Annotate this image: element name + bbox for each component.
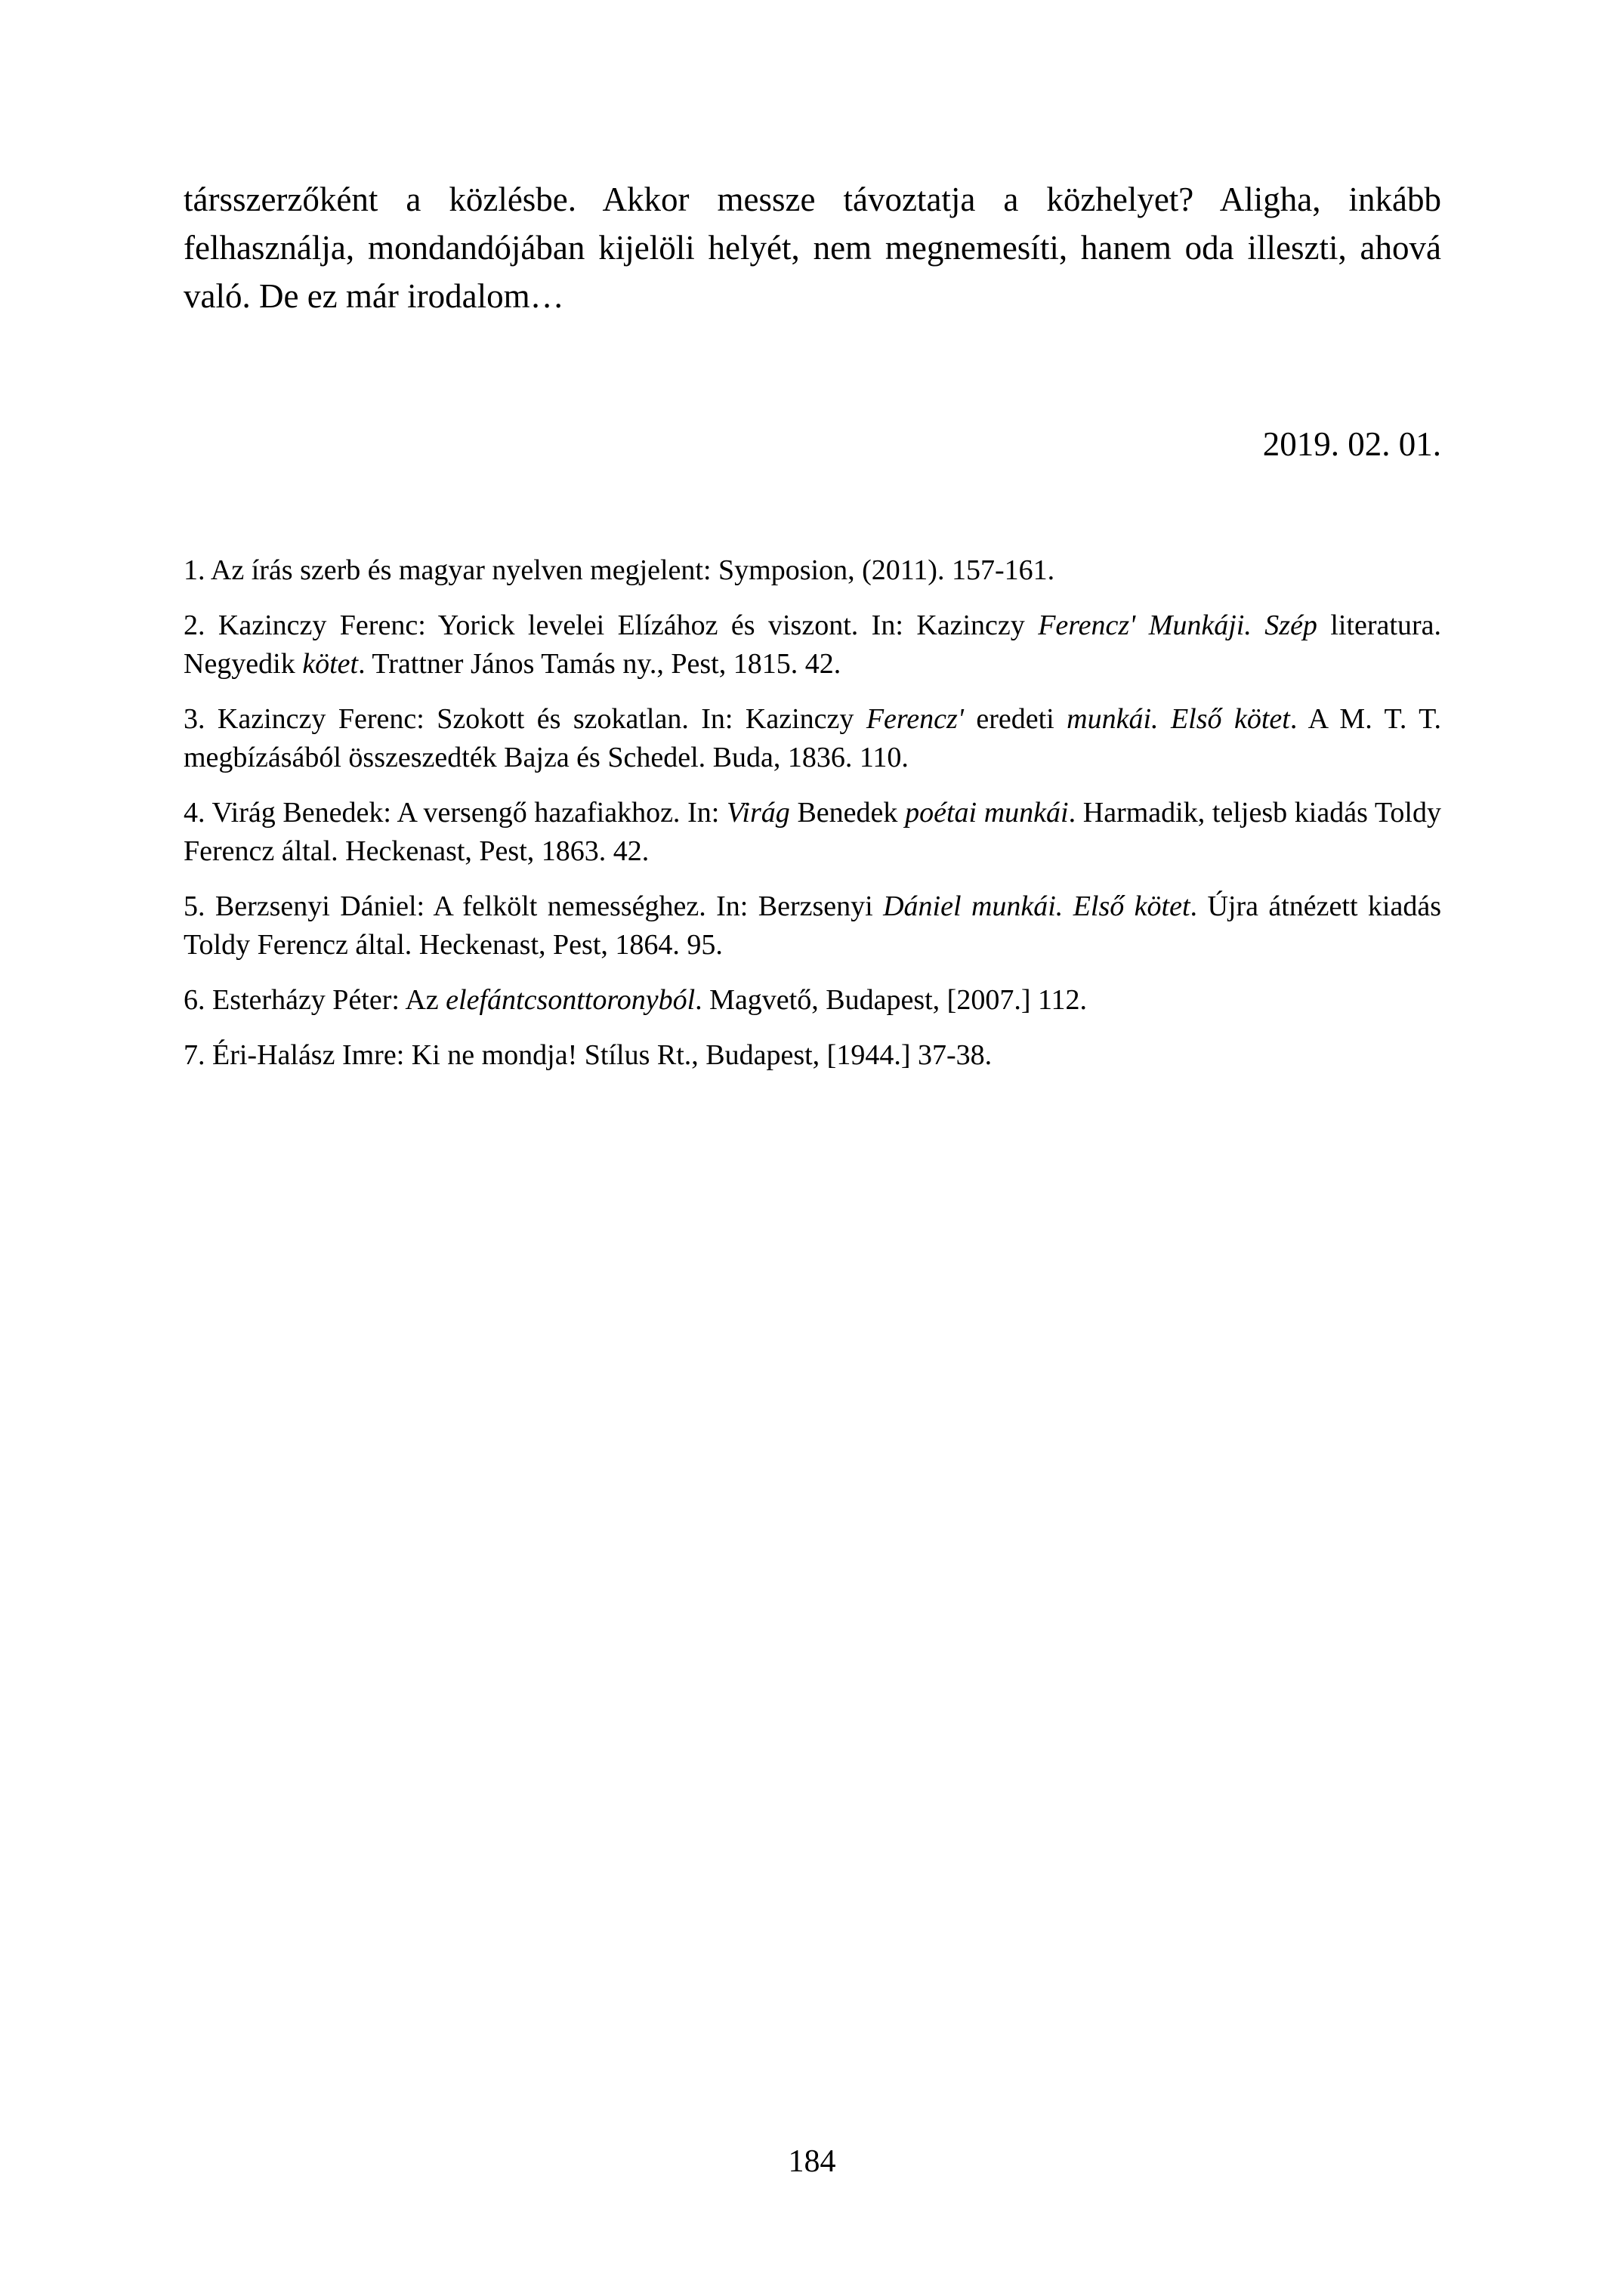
page-number: 184 xyxy=(788,2144,836,2179)
endnote-title: Ferencz' xyxy=(866,703,964,735)
endnote-text: 6. Esterházy Péter: Az xyxy=(184,984,446,1016)
endnote-text: . Trattner János Tamás ny., Pest, 1815. 42. xyxy=(358,648,841,680)
endnote-text: . A M. T. T. megbízásából összeszedték Bajza és Schedel. Buda, 1836. 110. xyxy=(184,703,1441,773)
endnote-text: 2. Kazinczy Ferenc: Yorick levelei Elízához és viszont. In: Kazinczy xyxy=(184,610,1039,641)
endnote-title: Virág xyxy=(727,797,790,829)
endnotes-list xyxy=(184,551,1441,1091)
endnote-text: 7. Éri-Halász Imre: Ki ne mondja! Stílus Rt., Budapest, [1944.] 37-38. xyxy=(184,1039,993,1071)
endnote-1 xyxy=(184,551,1441,590)
endnote-text: eredeti xyxy=(963,703,1067,735)
endnote-5 xyxy=(184,887,1441,964)
endnote-text: . Újra átnézett kiadás Toldy Ferencz által. Heckenast, Pest, 1864. 95. xyxy=(184,890,1441,961)
endnote-text: 4. Virág Benedek: A versengő hazafiakhoz. In: xyxy=(184,797,727,829)
endnote-6 xyxy=(184,981,1441,1020)
endnote-text: literatura. Negyedik xyxy=(184,610,1441,680)
endnote-text: 3. Kazinczy Ferenc: Szokott és szokatlan. In: Kazinczy xyxy=(184,703,866,735)
endnote-title: munkái. Első kötet xyxy=(1067,703,1290,735)
endnote-title: Dániel munkái. Első kötet xyxy=(883,890,1190,922)
endnote-title: Ferencz' Munkáji. Szép xyxy=(1038,610,1317,641)
endnote-4 xyxy=(184,794,1441,871)
endnote-7 xyxy=(184,1036,1441,1075)
endnote-text: . Magvető, Budapest, [2007.] 112. xyxy=(695,984,1088,1016)
endnote-title: elefántcsonttoronyból xyxy=(446,984,696,1016)
endnote-text: 1. Az írás szerb és magyar nyelven megjelent: Symposion, (2011). 157-161. xyxy=(184,554,1055,586)
endnote-title: kötet xyxy=(302,648,359,680)
endnote-text: Benedek xyxy=(789,797,906,829)
endnote-text: . Harmadik, teljesb kiadás Toldy Ferencz által. Heckenast, Pest, 1863. 42. xyxy=(184,797,1441,867)
body-paragraph: társszerzőként a közlésbe. Akkor messze távoztatja a közhelyet? Aligha, inkább felhasználja, mondandójában kijelöli helyét, nem megnemesíti, hanem oda illeszti, ahová való. De ez már irodalom… xyxy=(184,181,1441,315)
endnote-2 xyxy=(184,606,1441,684)
date-line: 2019. 02. 01. xyxy=(1262,425,1441,463)
endnote-title: poétai munkái xyxy=(905,797,1069,829)
endnote-3 xyxy=(184,700,1441,777)
endnote-text: 5. Berzsenyi Dániel: A felkölt nemességhez. In: Berzsenyi xyxy=(184,890,884,922)
